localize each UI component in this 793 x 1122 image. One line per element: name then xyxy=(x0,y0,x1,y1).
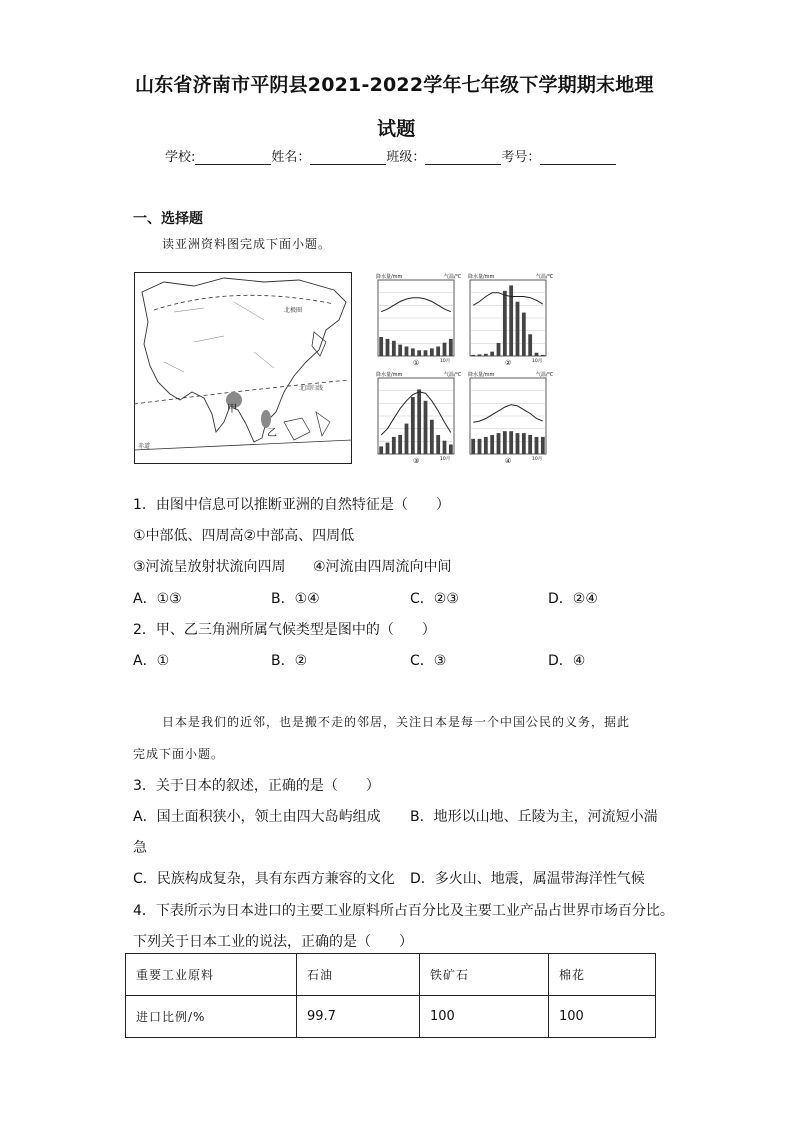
q2-choice-c[interactable]: C．③ xyxy=(410,653,447,669)
climate-chart-id: ④ xyxy=(505,457,512,465)
q4-stem-line2: 下列关于日本工业的说法，正确的是（ ） xyxy=(133,934,413,950)
precip-bar xyxy=(522,433,526,454)
intro-text-1: 读亚洲资料图完成下面小题。 xyxy=(162,237,332,251)
table-cell: 99.7 xyxy=(297,996,420,1038)
precip-bar xyxy=(386,443,390,454)
precip-bar xyxy=(541,437,545,454)
month-axis-label: 10月 xyxy=(440,359,451,364)
climate-chart-id: ② xyxy=(505,359,512,367)
student-info xyxy=(165,146,616,165)
precip-bar xyxy=(436,435,440,454)
q1-choice-d[interactable]: D．②④ xyxy=(548,591,598,607)
precip-bar xyxy=(398,345,402,356)
section-heading: 一、选择题 xyxy=(133,211,203,227)
precip-bar xyxy=(449,339,453,356)
precip-axis-label: 降水量/mm xyxy=(468,372,495,378)
precip-bar xyxy=(398,435,402,454)
precip-bar xyxy=(478,354,482,356)
delta-yi-marker xyxy=(261,410,271,428)
precip-bar xyxy=(430,420,434,454)
table-cell: 棉花 xyxy=(549,954,656,996)
q1-stem: 1．由图中信息可以推断亚洲的自然特征是（ ） xyxy=(133,497,450,513)
q2-choice-d[interactable]: D．④ xyxy=(548,653,586,669)
precip-bar xyxy=(478,439,482,454)
precip-bar xyxy=(443,441,447,454)
delta-jia-label: 甲 xyxy=(227,404,237,415)
table-cell: 铁矿石 xyxy=(420,954,549,996)
precip-bar xyxy=(503,291,507,356)
precip-bar xyxy=(522,313,526,356)
precip-bar xyxy=(471,355,475,356)
month-axis-label: 10月 xyxy=(440,457,451,462)
precip-bar xyxy=(411,348,415,356)
precip-bar xyxy=(424,350,428,356)
precip-bar xyxy=(490,352,494,356)
precip-bar xyxy=(417,389,421,454)
delta-yi-label: 乙 xyxy=(267,428,277,439)
precip-bar xyxy=(417,350,421,356)
temp-axis-label: 气温/℃ xyxy=(444,274,462,280)
climate-charts xyxy=(368,270,568,468)
q3-choice-b-continued: 急 xyxy=(133,840,147,856)
precip-bar xyxy=(379,446,383,454)
q2-stem: 2．甲、乙三角洲所属气候类型是图中的（ ） xyxy=(133,622,436,638)
table-row xyxy=(126,996,656,1038)
intro-text-2-line2: 完成下面小题。 xyxy=(133,747,225,761)
precip-bar xyxy=(535,353,539,356)
precip-axis-label: 降水量/mm xyxy=(376,372,403,378)
q3-choice-a[interactable]: A．国土面积狭小，领土由四大岛屿组成 xyxy=(133,809,381,825)
name-blank[interactable] xyxy=(310,150,386,165)
precip-bar xyxy=(430,348,434,356)
q3-choice-d[interactable]: D．多火山、地震，属温带海洋性气候 xyxy=(410,871,645,887)
exam-no-label: 考号： xyxy=(501,150,541,165)
q1-choice-a[interactable]: A．①③ xyxy=(133,591,182,607)
table-row xyxy=(126,954,656,996)
climate-chart-id: ① xyxy=(413,359,420,367)
temp-axis-label: 气温/℃ xyxy=(536,274,554,280)
precip-bar xyxy=(497,343,501,356)
q1-choice-c[interactable]: C．②③ xyxy=(410,591,459,607)
precip-bar xyxy=(490,435,494,454)
precip-bar xyxy=(484,437,488,454)
q1-choice-b[interactable]: B．①④ xyxy=(271,591,320,607)
q1-option-line2a: ③河流呈放射状流向四周 xyxy=(133,559,286,575)
precip-bar xyxy=(535,437,539,454)
precip-bar xyxy=(392,341,396,356)
q2-choice-a[interactable]: A．① xyxy=(133,653,170,669)
precip-bar xyxy=(436,347,440,357)
table-cell: 石油 xyxy=(297,954,420,996)
precip-bar xyxy=(411,397,415,454)
school-label: 学校: xyxy=(165,150,196,165)
class-blank[interactable] xyxy=(425,150,501,165)
precip-bar xyxy=(424,401,428,454)
precip-bar xyxy=(516,433,520,454)
month-axis-label: 10月 xyxy=(532,359,543,364)
q2-choice-b[interactable]: B．② xyxy=(271,653,308,669)
precip-bar xyxy=(405,347,409,357)
precip-bar xyxy=(484,354,488,356)
table-cell: 100 xyxy=(549,996,656,1038)
precip-bar xyxy=(509,431,513,454)
school-blank[interactable] xyxy=(195,150,271,165)
precip-bar xyxy=(528,334,532,356)
precip-bar xyxy=(503,431,507,454)
precip-bar xyxy=(443,343,447,356)
temp-axis-label: 气温/℃ xyxy=(536,372,554,378)
month-axis-label: 10月 xyxy=(532,457,543,462)
name-label: 姓名： xyxy=(271,150,311,165)
precip-bar xyxy=(386,339,390,356)
asia-map xyxy=(134,272,352,464)
climate-chart-id: ③ xyxy=(413,457,420,465)
exam-no-blank[interactable] xyxy=(540,150,616,165)
arctic-circle-label: 北极圈 xyxy=(284,307,303,314)
precip-bar xyxy=(471,439,475,454)
precip-axis-label: 降水量/mm xyxy=(376,274,403,280)
tropic-label: 北回归线 xyxy=(299,385,324,392)
page-title-line2: 试题 xyxy=(377,118,416,140)
q4-stem-line1: 4．下表所示为日本进口的主要工业原料所占百分比及主要工业产品占世界市场百分比。 xyxy=(133,903,674,919)
table-cell: 重要工业原料 xyxy=(126,954,297,996)
precip-bar xyxy=(528,435,532,454)
q3-choice-b[interactable]: B．地形以山地、丘陵为主，河流短小湍 xyxy=(410,809,658,825)
import-table xyxy=(125,953,656,1038)
q3-choice-c[interactable]: C．民族构成复杂，具有东西方兼容的文化 xyxy=(133,871,395,887)
precip-bar xyxy=(497,433,501,454)
table-cell: 进口比例/% xyxy=(126,996,297,1038)
q3-stem: 3．关于日本的叙述，正确的是（ ） xyxy=(133,778,380,794)
equator-label: 赤道 xyxy=(138,443,151,450)
precip-bar xyxy=(449,445,453,455)
table-cell: 100 xyxy=(420,996,549,1038)
q1-option-line2b: ④河流由四周流向中间 xyxy=(313,559,452,575)
precip-axis-label: 降水量/mm xyxy=(468,274,495,280)
class-label: 班级： xyxy=(386,150,426,165)
q1-option-line1: ①中部低、四周高②中部高、四周低 xyxy=(133,528,355,544)
page-title-line1: 山东省济南市平阴县2021-2022学年七年级下学期期末地理 xyxy=(135,74,654,96)
precip-bar xyxy=(379,337,383,356)
precip-bar xyxy=(405,424,409,454)
precip-bar xyxy=(541,355,545,356)
intro-text-2-line1: 日本是我们的近邻，也是搬不走的邻居，关注日本是每一个中国公民的义务，据此 xyxy=(162,715,631,729)
precip-bar xyxy=(516,302,520,356)
precip-bar xyxy=(392,437,396,454)
temp-axis-label: 气温/℃ xyxy=(444,372,462,378)
